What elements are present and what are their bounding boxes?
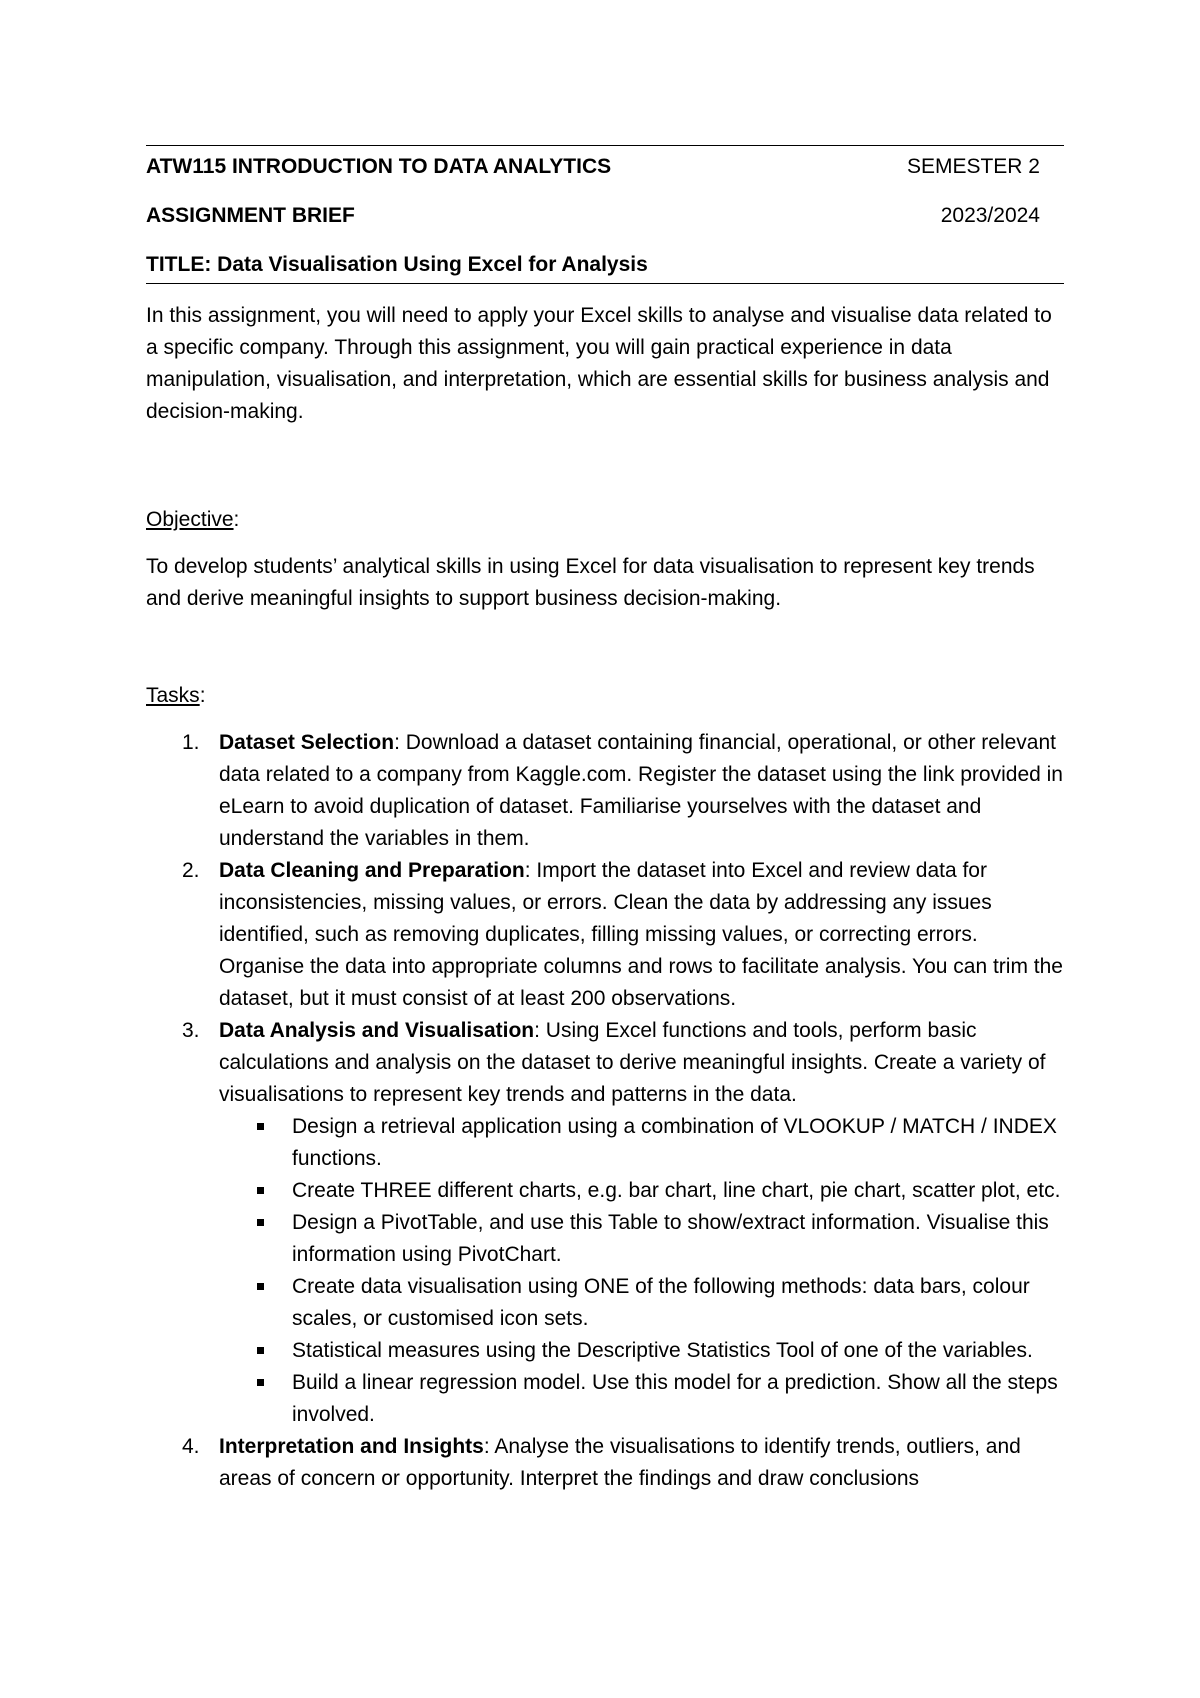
task-title: Dataset Selection <box>219 731 395 754</box>
task-title: Data Cleaning and Preparation <box>219 859 525 882</box>
task-item <box>146 855 1064 1015</box>
header-top-rule <box>146 145 1064 146</box>
task-number: 4. <box>182 1435 200 1458</box>
bullet-text: Create data visualisation using ONE of the following methods: data bars, colour scales, or customised icon sets. <box>292 1275 1030 1330</box>
bullet-text: Statistical measures using the Descriptive Statistics Tool of one of the variables. <box>292 1339 1033 1362</box>
assignment-title: TITLE: Data Visualisation Using Excel for Analysis <box>146 253 648 276</box>
task-text: : Import the dataset into Excel and review data for inconsistencies, missing values, or errors. Clean the data by addressing any issues identified, such as removing duplicates, filling missing values, or correcting errors. Organise the data into appropriate columns and rows to facilitate analysis. You can trim the dataset, but it must consist of at least 200 observations. <box>219 859 1063 1010</box>
objective-text: To develop students’ analytical skills in using Excel for data visualisation to represent key trends and derive meaningful insights to support business decision-making. <box>146 555 1035 610</box>
square-bullet-icon <box>257 1123 264 1130</box>
header-row-brief <box>146 200 1064 232</box>
doc-type-label: ASSIGNMENT BRIEF <box>146 204 355 227</box>
square-bullet-icon <box>257 1219 264 1226</box>
task-list <box>146 727 1064 1495</box>
square-bullet-icon <box>257 1283 264 1290</box>
task-number: 1. <box>182 731 200 754</box>
task-text: : Analyse the visualisations to identify trends, outliers, and areas of concern or opportunity. Interpret the findings and draw conclusions <box>219 1435 1021 1490</box>
bullet-item <box>219 1271 1064 1335</box>
bullet-text: Design a PivotTable, and use this Table to show/extract information. Visualise this information using PivotChart. <box>292 1211 1049 1266</box>
bullet-item <box>219 1367 1064 1431</box>
square-bullet-icon <box>257 1347 264 1354</box>
task-title: Data Analysis and Visualisation <box>219 1019 535 1042</box>
task-text: : Using Excel functions and tools, perform basic calculations and analysis on the dataset to derive meaningful insights. Create a variety of visualisations to represent key trends and patterns in the data. <box>219 1019 1046 1106</box>
course-title: ATW115 INTRODUCTION TO DATA ANALYTICS <box>146 155 612 178</box>
bullet-item <box>219 1207 1064 1271</box>
objective-heading-text: Objective <box>146 508 234 531</box>
square-bullet-icon <box>257 1187 264 1194</box>
task-item <box>146 727 1064 855</box>
objective-heading-colon: : <box>233 508 240 531</box>
task-text: : Download a dataset containing financial, operational, or other relevant data related to a company from Kaggle.com. Register the dataset using the link provided in eLearn to avoid duplication of dataset. Familiarise yourselves with the dataset and understand the variables in them. <box>219 731 1063 850</box>
document-page <box>146 145 1064 1495</box>
academic-year: 2023/2024 <box>940 204 1040 227</box>
intro-paragraph: In this assignment, you will need to apply your Excel skills to analyse and visualise data related to a specific company. Through this assignment, you will gain practical experience in data manipulation, visualisation, and interpretation, which are essential skills for business analysis and decision-making. <box>146 304 1052 423</box>
bullet-item <box>219 1111 1064 1175</box>
task-item <box>146 1015 1064 1431</box>
objective-heading <box>146 504 1064 536</box>
task-number: 2. <box>182 859 200 882</box>
header-row-course <box>146 151 1064 183</box>
task-3-bullet-list <box>219 1111 1064 1431</box>
semester-label: SEMESTER 2 <box>906 155 1040 178</box>
bullet-text: Create THREE different charts, e.g. bar chart, line chart, pie chart, scatter plot, etc. <box>292 1179 1061 1202</box>
bullet-item <box>219 1335 1064 1367</box>
tasks-heading <box>146 680 1064 712</box>
header-bottom-rule <box>146 283 1064 284</box>
square-bullet-icon <box>257 1379 264 1386</box>
bullet-item <box>219 1175 1064 1207</box>
task-item <box>146 1431 1064 1495</box>
bullet-text: Design a retrieval application using a combination of VLOOKUP / MATCH / INDEX functions. <box>292 1115 1057 1170</box>
tasks-heading-text: Tasks <box>146 684 200 707</box>
task-number: 3. <box>182 1019 200 1042</box>
tasks-heading-colon: : <box>199 684 206 707</box>
task-title: Interpretation and Insights <box>219 1435 484 1458</box>
bullet-text: Build a linear regression model. Use this model for a prediction. Show all the steps involved. <box>292 1371 1058 1426</box>
